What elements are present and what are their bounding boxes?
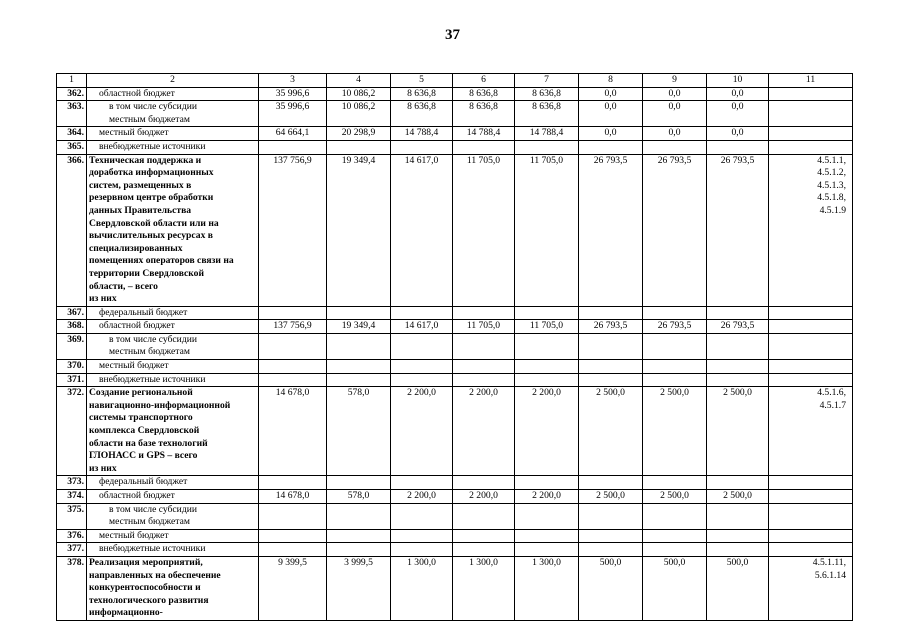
budget-table xyxy=(56,73,853,621)
value-cell xyxy=(643,476,707,490)
value-cell xyxy=(259,306,327,320)
value-cell xyxy=(259,360,327,374)
description-line: внебюджетные источники xyxy=(99,140,206,152)
table-row xyxy=(57,333,853,359)
value-cell: 14 788,4 xyxy=(453,127,515,141)
value-cell xyxy=(453,529,515,543)
description-line: федеральный бюджет xyxy=(99,306,188,318)
target-code: 4.5.1.11, xyxy=(812,556,846,568)
value-cell: 14 788,4 xyxy=(391,127,453,141)
value-cell xyxy=(579,306,643,320)
value-cell xyxy=(515,306,579,320)
table-header-row xyxy=(57,74,853,88)
header-cell: 3 xyxy=(259,74,327,88)
table-row xyxy=(57,529,853,543)
row-description xyxy=(87,373,259,387)
table-row xyxy=(57,360,853,374)
value-cell: 2 500,0 xyxy=(707,387,769,476)
value-cell: 2 500,0 xyxy=(579,490,643,504)
target-code: 4.5.1.1, xyxy=(817,154,846,166)
description-line: областной бюджет xyxy=(99,87,175,99)
value-cell: 14 617,0 xyxy=(391,154,453,306)
row-description xyxy=(87,306,259,320)
description-line: систем, размещенных в xyxy=(89,179,192,191)
value-cell xyxy=(259,476,327,490)
value-cell xyxy=(327,373,391,387)
value-cell xyxy=(707,360,769,374)
row-number: 365. xyxy=(57,140,87,154)
value-cell: 0,0 xyxy=(707,101,769,127)
value-cell: 8 636,8 xyxy=(515,101,579,127)
table-row xyxy=(57,127,853,141)
value-cell: 0,0 xyxy=(707,127,769,141)
value-cell: 2 200,0 xyxy=(515,490,579,504)
row-number: 377. xyxy=(57,543,87,557)
value-cell xyxy=(515,333,579,359)
header-cell: 8 xyxy=(579,74,643,88)
value-cell: 1 300,0 xyxy=(391,556,453,620)
value-cell xyxy=(707,476,769,490)
description-line: помещениях операторов связи на xyxy=(89,255,234,267)
value-cell: 2 200,0 xyxy=(453,490,515,504)
header-cell: 11 xyxy=(769,74,853,88)
value-cell: 0,0 xyxy=(579,87,643,101)
description-line: местный бюджет xyxy=(99,127,169,139)
value-cell: 2 500,0 xyxy=(707,490,769,504)
description-line: навигационно-информационной xyxy=(89,399,231,411)
row-description xyxy=(87,529,259,543)
target-code: 4.5.1.2, xyxy=(817,167,846,179)
description-line: внебюджетные источники xyxy=(99,373,206,385)
value-cell: 2 500,0 xyxy=(579,387,643,476)
value-cell xyxy=(579,140,643,154)
value-cell xyxy=(453,360,515,374)
value-cell xyxy=(579,476,643,490)
table-row xyxy=(57,476,853,490)
value-cell: 14 617,0 xyxy=(391,320,453,334)
value-cell xyxy=(327,543,391,557)
value-cell: 19 349,4 xyxy=(327,154,391,306)
value-cell xyxy=(515,476,579,490)
table-row xyxy=(57,320,853,334)
description-line: местный бюджет xyxy=(99,360,169,372)
description-line: Свердловской области или на xyxy=(89,217,219,229)
value-cell: 2 500,0 xyxy=(643,490,707,504)
description-line: Реализация мероприятий, xyxy=(89,556,203,568)
value-cell: 0,0 xyxy=(643,101,707,127)
table-row xyxy=(57,306,853,320)
value-cell xyxy=(515,373,579,387)
table-row xyxy=(57,87,853,101)
row-description xyxy=(87,101,259,127)
target-code-cell xyxy=(769,101,853,127)
value-cell xyxy=(453,306,515,320)
page-number: 37 xyxy=(445,27,460,43)
description-line: данных Правительства xyxy=(89,204,192,216)
value-cell xyxy=(643,373,707,387)
value-cell: 14 678,0 xyxy=(259,387,327,476)
value-cell: 2 500,0 xyxy=(643,387,707,476)
row-number: 369. xyxy=(57,333,87,359)
target-code-cell xyxy=(769,556,853,620)
value-cell xyxy=(707,333,769,359)
value-cell xyxy=(453,373,515,387)
target-code-cell xyxy=(769,490,853,504)
value-cell: 14 788,4 xyxy=(515,127,579,141)
value-cell: 2 200,0 xyxy=(391,490,453,504)
value-cell: 11 705,0 xyxy=(515,320,579,334)
row-description xyxy=(87,543,259,557)
target-code-cell xyxy=(769,476,853,490)
value-cell: 0,0 xyxy=(707,87,769,101)
description-line: областной бюджет xyxy=(99,320,175,332)
row-description xyxy=(87,387,259,476)
description-line: местным бюджетам xyxy=(109,113,190,125)
value-cell: 26 793,5 xyxy=(707,154,769,306)
row-number: 378. xyxy=(57,556,87,620)
table-row xyxy=(57,503,853,529)
value-cell: 11 705,0 xyxy=(453,320,515,334)
description-line: местным бюджетам xyxy=(109,516,190,528)
value-cell xyxy=(391,306,453,320)
target-code: 4.5.1.6, xyxy=(817,387,846,399)
value-cell: 14 678,0 xyxy=(259,490,327,504)
description-line: внебюджетные источники xyxy=(99,543,206,555)
row-description xyxy=(87,87,259,101)
value-cell: 26 793,5 xyxy=(707,320,769,334)
row-description xyxy=(87,556,259,620)
value-cell xyxy=(515,529,579,543)
row-description xyxy=(87,127,259,141)
value-cell xyxy=(259,333,327,359)
value-cell xyxy=(391,373,453,387)
row-description xyxy=(87,333,259,359)
table-row xyxy=(57,373,853,387)
value-cell xyxy=(579,360,643,374)
table-row xyxy=(57,154,853,306)
value-cell: 8 636,8 xyxy=(515,87,579,101)
row-number: 362. xyxy=(57,87,87,101)
row-description xyxy=(87,154,259,306)
row-number: 370. xyxy=(57,360,87,374)
value-cell xyxy=(453,503,515,529)
row-description xyxy=(87,360,259,374)
value-cell xyxy=(391,360,453,374)
target-code-cell xyxy=(769,87,853,101)
description-line: из них xyxy=(89,462,117,474)
header-cell: 7 xyxy=(515,74,579,88)
value-cell xyxy=(259,543,327,557)
target-code-cell xyxy=(769,543,853,557)
value-cell xyxy=(579,373,643,387)
value-cell xyxy=(327,476,391,490)
value-cell xyxy=(391,543,453,557)
row-number: 364. xyxy=(57,127,87,141)
value-cell xyxy=(643,360,707,374)
header-cell: 4 xyxy=(327,74,391,88)
value-cell xyxy=(707,529,769,543)
value-cell xyxy=(579,333,643,359)
value-cell xyxy=(515,360,579,374)
value-cell xyxy=(453,476,515,490)
value-cell xyxy=(579,543,643,557)
target-code-cell xyxy=(769,529,853,543)
description-line: специализированных xyxy=(89,242,183,254)
header-cell: 5 xyxy=(391,74,453,88)
value-cell: 0,0 xyxy=(643,127,707,141)
value-cell: 8 636,8 xyxy=(453,101,515,127)
value-cell xyxy=(453,543,515,557)
description-line: Техническая поддержка и xyxy=(89,154,202,166)
value-cell xyxy=(643,503,707,529)
target-code: 4.5.1.8, xyxy=(817,192,846,204)
value-cell xyxy=(643,306,707,320)
value-cell xyxy=(579,529,643,543)
row-description xyxy=(87,490,259,504)
description-line: территории Свердловской xyxy=(89,267,204,279)
description-line: федеральный бюджет xyxy=(99,476,188,488)
value-cell: 20 298,9 xyxy=(327,127,391,141)
target-code: 4.5.1.7 xyxy=(819,399,846,411)
value-cell: 578,0 xyxy=(327,387,391,476)
description-line: местный бюджет xyxy=(99,529,169,541)
value-cell xyxy=(327,306,391,320)
value-cell: 26 793,5 xyxy=(643,154,707,306)
table-row xyxy=(57,101,853,127)
description-line: в том числе субсидии xyxy=(109,503,197,515)
value-cell xyxy=(707,140,769,154)
description-line: конкурентоспособности и xyxy=(89,582,201,594)
target-code-cell xyxy=(769,154,853,306)
table-body xyxy=(57,74,853,621)
value-cell xyxy=(327,529,391,543)
value-cell xyxy=(391,476,453,490)
value-cell: 35 996,6 xyxy=(259,101,327,127)
row-number: 367. xyxy=(57,306,87,320)
description-line: резервном центре обработки xyxy=(89,192,214,204)
value-cell xyxy=(259,140,327,154)
description-line: ГЛОНАСС и GPS – всего xyxy=(89,450,198,462)
row-number: 368. xyxy=(57,320,87,334)
value-cell: 500,0 xyxy=(579,556,643,620)
row-number: 374. xyxy=(57,490,87,504)
description-line: системы транспортного xyxy=(89,412,193,424)
value-cell xyxy=(327,360,391,374)
value-cell xyxy=(643,543,707,557)
value-cell xyxy=(515,543,579,557)
target-code: 4.5.1.9 xyxy=(819,204,846,216)
target-code-cell xyxy=(769,373,853,387)
value-cell xyxy=(327,333,391,359)
target-code-cell xyxy=(769,333,853,359)
value-cell: 9 399,5 xyxy=(259,556,327,620)
row-number: 363. xyxy=(57,101,87,127)
description-line: местным бюджетам xyxy=(109,346,190,358)
value-cell xyxy=(707,373,769,387)
target-code-cell xyxy=(769,360,853,374)
description-line: области на базе технологий xyxy=(89,437,208,449)
value-cell xyxy=(327,140,391,154)
row-number: 376. xyxy=(57,529,87,543)
target-code: 4.5.1.3, xyxy=(817,179,846,191)
table-row xyxy=(57,490,853,504)
description-line: в том числе субсидии xyxy=(109,101,197,113)
target-code-cell xyxy=(769,306,853,320)
description-line: вычислительных ресурсах в xyxy=(89,230,213,242)
value-cell: 8 636,8 xyxy=(391,101,453,127)
value-cell: 137 756,9 xyxy=(259,154,327,306)
value-cell: 137 756,9 xyxy=(259,320,327,334)
value-cell xyxy=(391,503,453,529)
description-line: информационно- xyxy=(89,607,163,619)
value-cell: 35 996,6 xyxy=(259,87,327,101)
value-cell: 2 200,0 xyxy=(391,387,453,476)
value-cell xyxy=(453,333,515,359)
value-cell xyxy=(327,503,391,529)
description-line: доработка информационных xyxy=(89,167,214,179)
value-cell: 3 999,5 xyxy=(327,556,391,620)
description-line: направленных на обеспечение xyxy=(89,569,221,581)
row-description xyxy=(87,503,259,529)
value-cell xyxy=(259,503,327,529)
target-code-cell xyxy=(769,140,853,154)
row-number: 372. xyxy=(57,387,87,476)
description-line: комплекса Свердловской xyxy=(89,425,200,437)
value-cell: 8 636,8 xyxy=(453,87,515,101)
value-cell xyxy=(515,140,579,154)
value-cell: 10 086,2 xyxy=(327,101,391,127)
header-cell: 1 xyxy=(57,74,87,88)
value-cell xyxy=(579,503,643,529)
row-description xyxy=(87,476,259,490)
description-line: областной бюджет xyxy=(99,490,175,501)
value-cell: 11 705,0 xyxy=(515,154,579,306)
value-cell xyxy=(515,503,579,529)
value-cell: 10 086,2 xyxy=(327,87,391,101)
value-cell xyxy=(643,333,707,359)
target-code-cell xyxy=(769,503,853,529)
target-code-cell xyxy=(769,320,853,334)
header-cell: 10 xyxy=(707,74,769,88)
header-cell: 2 xyxy=(87,74,259,88)
value-cell: 0,0 xyxy=(643,87,707,101)
value-cell: 0,0 xyxy=(579,101,643,127)
value-cell xyxy=(391,529,453,543)
value-cell: 578,0 xyxy=(327,490,391,504)
value-cell: 1 300,0 xyxy=(515,556,579,620)
value-cell xyxy=(259,529,327,543)
value-cell xyxy=(707,543,769,557)
value-cell xyxy=(643,529,707,543)
value-cell xyxy=(453,140,515,154)
value-cell xyxy=(391,333,453,359)
description-line: технологического развития xyxy=(89,594,209,606)
value-cell xyxy=(707,503,769,529)
row-number: 371. xyxy=(57,373,87,387)
row-description xyxy=(87,320,259,334)
target-code: 5.6.1.14 xyxy=(814,569,846,581)
value-cell: 11 705,0 xyxy=(453,154,515,306)
table-row xyxy=(57,543,853,557)
table-row xyxy=(57,140,853,154)
table-row xyxy=(57,556,853,620)
value-cell xyxy=(259,373,327,387)
description-line: области, – всего xyxy=(89,280,158,292)
header-cell: 6 xyxy=(453,74,515,88)
target-code-cell xyxy=(769,387,853,476)
value-cell xyxy=(707,306,769,320)
table-row xyxy=(57,387,853,476)
row-number: 373. xyxy=(57,476,87,490)
value-cell: 0,0 xyxy=(579,127,643,141)
value-cell: 2 200,0 xyxy=(515,387,579,476)
header-cell: 9 xyxy=(643,74,707,88)
value-cell xyxy=(391,140,453,154)
value-cell: 500,0 xyxy=(707,556,769,620)
value-cell: 19 349,4 xyxy=(327,320,391,334)
description-line: в том числе субсидии xyxy=(109,333,197,345)
description-line: из них xyxy=(89,293,117,305)
row-number: 366. xyxy=(57,154,87,306)
description-line: Создание региональной xyxy=(89,387,193,399)
value-cell: 8 636,8 xyxy=(391,87,453,101)
value-cell: 26 793,5 xyxy=(643,320,707,334)
row-description xyxy=(87,140,259,154)
value-cell xyxy=(643,140,707,154)
row-number: 375. xyxy=(57,503,87,529)
value-cell: 26 793,5 xyxy=(579,154,643,306)
value-cell: 500,0 xyxy=(643,556,707,620)
target-code-cell xyxy=(769,127,853,141)
value-cell: 1 300,0 xyxy=(453,556,515,620)
value-cell: 2 200,0 xyxy=(453,387,515,476)
value-cell: 64 664,1 xyxy=(259,127,327,141)
value-cell: 26 793,5 xyxy=(579,320,643,334)
